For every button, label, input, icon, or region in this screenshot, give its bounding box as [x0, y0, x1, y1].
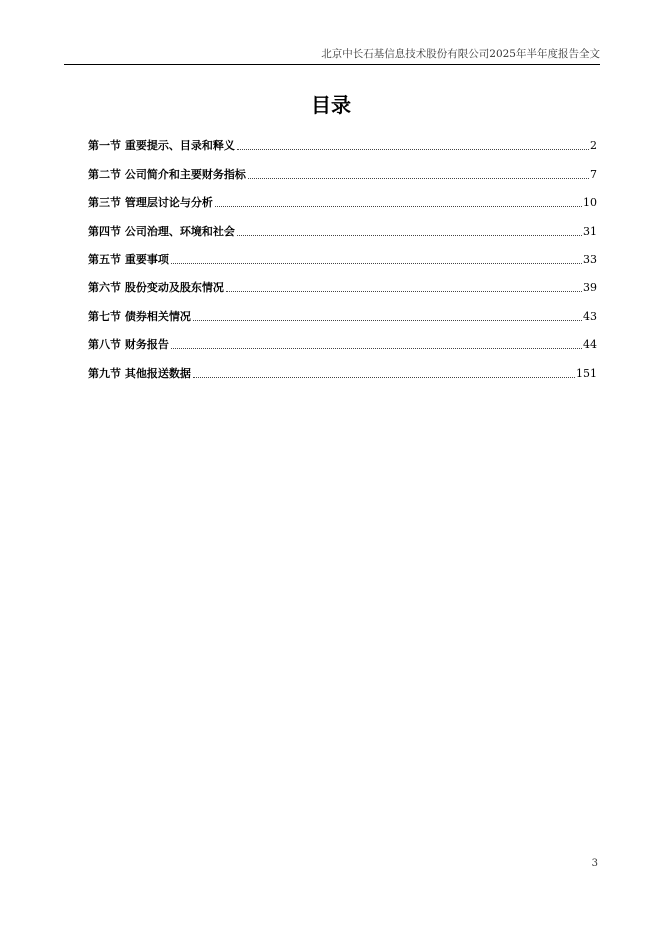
toc-entry-label: 第五节 重要事项 [88, 252, 169, 266]
toc-title: 目录 [311, 93, 351, 117]
toc-dot-leader [193, 376, 575, 378]
toc-entry[interactable] [88, 240, 597, 268]
toc-dot-leader [226, 290, 582, 292]
toc-entry-label: 第八节 财务报告 [88, 338, 169, 352]
toc-entry[interactable] [88, 154, 597, 182]
toc-entry-page: 7 [590, 167, 597, 181]
page-number: 3 [591, 858, 598, 869]
toc-entry-page: 43 [583, 309, 597, 323]
toc-entry-page: 44 [583, 338, 597, 352]
toc-dot-leader [171, 347, 582, 349]
toc-dot-leader [237, 234, 582, 236]
toc-entry[interactable] [88, 268, 597, 296]
toc-entry-label: 第三节 管理层讨论与分析 [88, 196, 213, 210]
toc-entry-label: 第九节 其他报送数据 [88, 366, 191, 380]
toc-entry[interactable] [88, 211, 597, 239]
toc-entry[interactable] [88, 183, 597, 211]
toc-entry-page: 39 [583, 281, 597, 295]
toc-entry-label: 第六节 股份变动及股东情况 [88, 281, 224, 295]
toc-entry[interactable] [88, 126, 597, 154]
toc-entry-label: 第二节 公司简介和主要财务指标 [88, 167, 246, 181]
toc-entry[interactable] [88, 353, 597, 381]
toc-entry[interactable] [88, 325, 597, 353]
toc-entry-page: 151 [576, 366, 597, 380]
page-header [64, 46, 600, 65]
toc-entry-label: 第七节 债券相关情况 [88, 309, 191, 323]
toc-entry-page: 10 [583, 196, 597, 210]
header-company-report-title: 北京中长石基信息技术股份有限公司2025年半年度报告全文 [321, 48, 600, 60]
toc-entry-page: 31 [583, 224, 597, 238]
toc-entry[interactable] [88, 296, 597, 324]
toc-dot-leader [248, 177, 589, 179]
toc-entry-page: 2 [590, 139, 597, 153]
toc-entry-page: 33 [583, 252, 597, 266]
toc-entry-label: 第一节 重要提示、目录和释义 [88, 139, 235, 153]
table-of-contents [88, 126, 597, 382]
toc-dot-leader [237, 148, 589, 150]
toc-dot-leader [215, 205, 582, 207]
toc-dot-leader [171, 262, 582, 264]
toc-entry-label: 第四节 公司治理、环境和社会 [88, 224, 235, 238]
toc-dot-leader [193, 319, 582, 321]
